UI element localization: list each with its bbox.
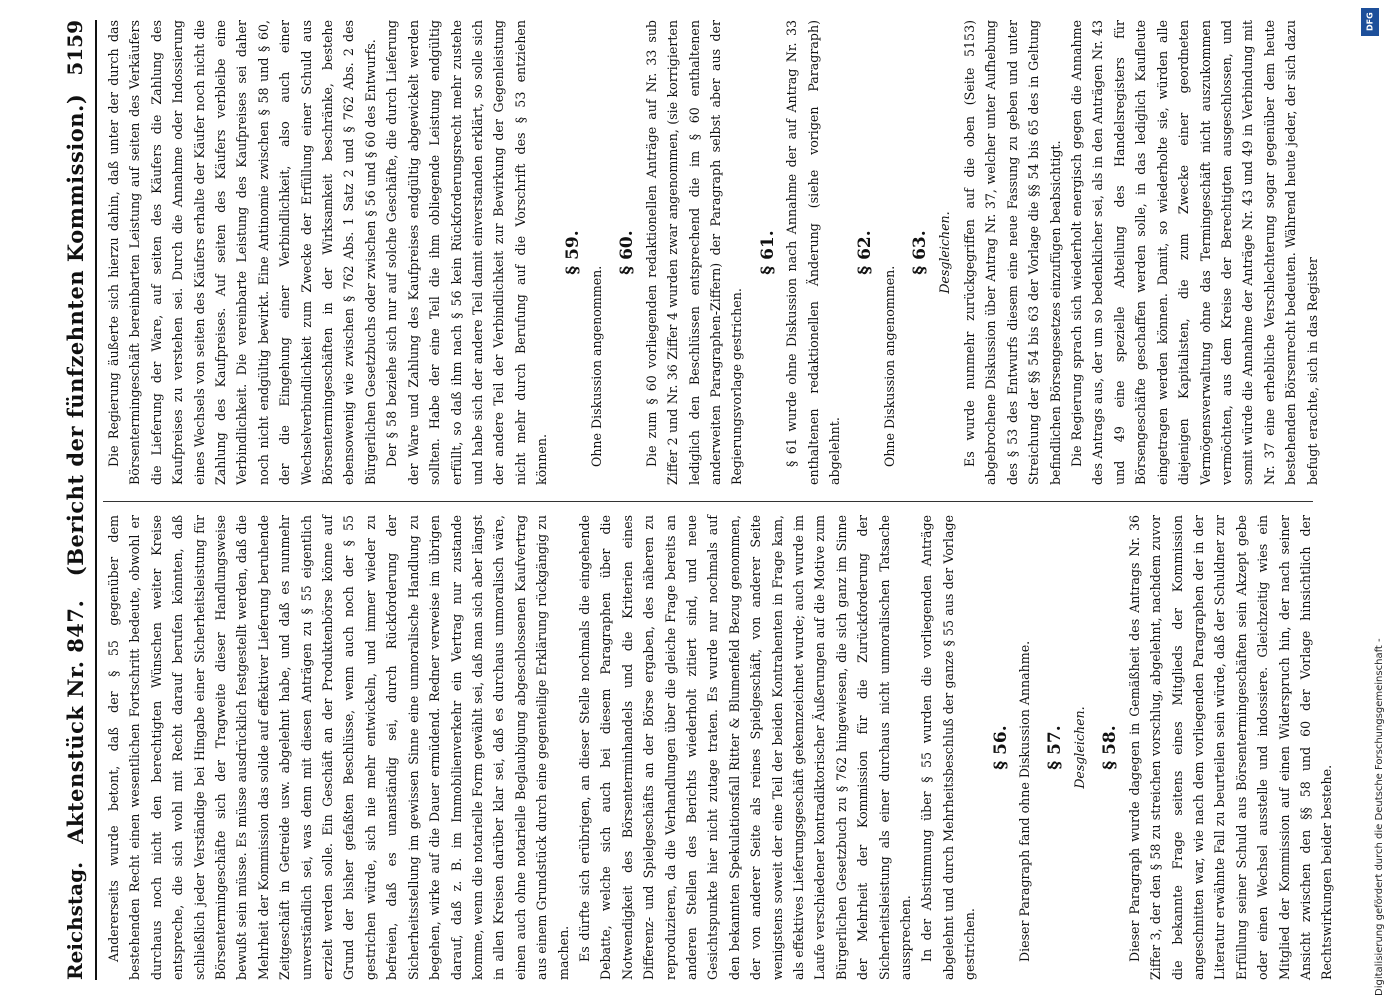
paragraph: Die zum § 60 vorliegenden redaktionellen Anträge auf Nr. 33 sub Ziffer 2 und Nr. 36 Ziffer 4 wurden zwar angenommen, (sie korrigierten lediglich den Beschlüssen entsprechend die im § 60 enthaltenen anderweiten Paragraphen-Ziffern) der Paragraph selbst aber aus der Regierungsvorlage gestrichen. bbox=[643, 20, 745, 485]
paragraph: Die Regierung äußerte sich hierzu dahin, daß unter der durch das Börsentermingeschäft bereinbarten Leistung auf seiten des Verkäufers die Lieferung der Ware, auf seiten des Käufers die Zahlung des Kaufpreises zu verstehen sei. Durch die Annahme oder Indossierung eines Wechsels von seiten des Käufers erhalte der Käufer noch nicht die Zahlung des Kaufpreises. Auf seiten des Käufers verbleibe eine Verbindlichkeit. Die vereinbarte Leistung des Kaufpreises sei daher noch nicht endgültig bewirkt. Eine Antinomie zwischen § 58 und § 60, der die Eingehung einer Verbindlichkeit, also auch einer Wechselverbindlichkeit zum Zwecke der Erfüllung einer Schuld aus Börsentermingeschäften in der Wirksamkeit beschränke, bestehe ebensowenig wie zwischen § 762 Abs. 1 Satz 2 und § 762 Abs. 2 des Bürgerlichen Gesetzbuchs oder zwischen § 56 und § 60 des Entwurfs. bbox=[106, 20, 378, 485]
paragraph: Die Regierung sprach sich wiederholt energisch gegen die Annahme des Antrags aus, der um so bedenklicher sei, als in den Anträgen Nr. 43 und 49 eine spezielle Abteilung des Handelsregisters für Börsengeschäfte geschaffen werden solle, in das lediglich Kaufleute eingetragen werden können. Damit, so wiederholte sie, würden alle diejenigen Kapitalisten, die zum Zwecke einer geordneten Vermögensverwaltung ohne das Termingeschäft nicht auszukommen vermöchten, aus dem Kreise der Berechtigten ausgeschlossen, und somit würde die Annahme der Anträge Nr. 43 und 49 in Verbindung mit Nr. 37 eine erhebliche Verschlechterung sogar gegenüber dem heute bestehenden Börsenrecht bedeuten. Während heute jeder, der sich dazu befugt erachte, sich in das Register bbox=[1069, 20, 1320, 485]
section-heading-56: § 56. bbox=[990, 725, 1011, 770]
header-left: Reichstag. bbox=[63, 861, 87, 980]
section-heading-60: § 60. bbox=[617, 230, 638, 275]
paragraph: Der § 58 beziehe sich nur auf solche Geschäfte, die durch Lieferung der Ware und Zahlung des Kaufpreises endgültig abgewickelt werden sollten. Habe der eine Teil die ihm obliegende Leistung endgültig erfüllt, so daß ihm nach § 56 kein Rückforderungsrecht mehr zustehe und habe sich der andere Teil damit einverstanden erklärt, so solle sich der andere Teil der Verbindlichkeit zur Bewirkung der Gegenleistung nicht mehr durch Berufung auf die Vorschrift des § 53 entziehen können. bbox=[384, 20, 550, 485]
paragraph: Es dürfte sich erübrigen, an dieser Stelle nochmals die eingehende Debatte, welche sich auch bei diesem Paragraphen über die Notwendigkeit des Börsenterminhandels und die Kriterien eines Differenz- und Spielgeschäfts an der Börse ergaben, des näheren zu reproduzieren, da die Verhandlungen über die gleiche Frage bereits an anderen Stellen des Berichts wiederholt zitiert sind, und neue Gesichtspunkte hier nicht zutage traten. Es wurde nur nochmals auf den bekannten Spekulationsfall Ritter & Blumenfeld Bezug genommen, der von anderer Seite als reines Spielgeschäft, von anderer Seite wenigstens soweit der eine Teil der beiden Kontrahenten in Frage kam, als effektives Lieferungsgeschäft gekennzeichnet wurde; auch wurde im Laufe verschiedener kontradiktorischer Äußerungen auf die Motive zum Bürgerlichen Gesetzbuch zu § 762 hingewiesen, die sich ganz im Sinne der Mehrheit der Kommission für die Zurückforderung der Sicherheitsleistung als einer durchaus nicht unmoralischen Tatsache aussprechen. bbox=[576, 515, 914, 980]
section-heading-62: § 62. bbox=[855, 230, 876, 275]
paragraph: § 61 wurde ohne Diskussion nach Annahme der auf Antrag Nr. 33 enthaltenen redaktionellen Änderung (siehe vorigen Paragraph) abgelehnt. bbox=[784, 20, 842, 485]
digitization-credit: Digitalisierung gefördert durch die Deutsche Forschungsgemeinschaft - bbox=[1374, 638, 1385, 996]
column-divider bbox=[103, 501, 1313, 502]
paragraph: Es wurde nunmehr zurückgegriffen auf die oben (Seite 5153) abgebrochene Diskussion über Antrag Nr. 37, welcher unter Aufhebung des § 53 des Entwurfs diesem eine neue Fassung zu geben und unter Streichung der §§ 54 bis 63 der Vorlage die §§ 54 bis 65 des in Geltung befindlichen Börsengesetzes einzufügen beabsichtigt. bbox=[962, 20, 1063, 485]
section-subheading: Desgleichen. bbox=[936, 211, 952, 294]
section-subheading: Desgleichen. bbox=[1071, 706, 1087, 789]
right-column bbox=[103, 20, 1323, 485]
paragraph: In der Abstimmung über § 55 wurden die vorliegenden Anträge abgelehnt und durch Mehrheitsbeschluß der ganze § 55 aus der Vorlage gestrichen. bbox=[919, 515, 978, 980]
page-header bbox=[55, 20, 97, 980]
paragraph: Ohne Diskussion angenommen. bbox=[588, 265, 604, 467]
left-column bbox=[103, 515, 1338, 980]
paragraph: Andererseits wurde betont, daß der § 55 gegenüber dem bestehenden Recht einen wesentlichen Fortschritt bedeute, obwohl er durchaus noch nicht den berechtigten Wünschen weiter Kreise entspreche, die sich wohl mit Recht darauf berufen könnten, daß schließlich jeder Verständige bei Hingabe einer Sicherheitsleistung für Börsentermingeschäfte sich der Tragweite dieser Handlungsweise bewußt sein müsse. Es müsse ausdrücklich festgestellt werden, daß die Mehrheit der Kommission das solide auf effektiver Lieferung beruhende Zeitgeschäft in Getreide usw. abgelehnt habe, und daß es nunmehr unverständlich sei, was denn mit diesen Anträgen zu § 55 eigentlich erzielt werden solle. Ein Geschäft an der Produktenbörse könne auf Grund der bisher gefaßten Beschlüsse, wenn auch noch der § 55 gestrichen würde, sich nie mehr entwickeln, und immer wieder zu befreien, daß es unanständig sei, durch Rückforderung der Sicherheitsstellung im gewissen Sinne eine unmoralische Handlung zu begehen, wirke auf die Dauer ermüdend. Redner verweise im übrigen darauf, daß z. B. im Immobilienverkehr ein Vertrag nur zustande komme, wenn die notarielle Form gewählt sei, daß man sich aber längst in allen Kreisen darüber klar sei, daß es durchaus unmoralisch wäre, einen auch ohne notarielle Beglaubigung abgeschlossenen Kaufvertrag aus einem Grundstück durch eine gegenteilige Erklärung rückgängig zu machen. bbox=[106, 515, 571, 980]
section-heading-57: § 57. bbox=[1045, 725, 1066, 770]
paragraph: Ohne Diskussion angenommen. bbox=[881, 265, 897, 467]
header-center-subtitle: (Bericht der fünfzehnten Kommission.) bbox=[62, 93, 88, 577]
paragraph: Dieser Paragraph wurde dagegen in Gemäßheit des Antrags Nr. 36 Ziffer 3, der den § 58 zu streichen vorschlug, abgelehnt, nachdem zuvor die bekannte Frage seitens eines Mitglieds der Kommission angeschnitten war, wie nach dem vorliegenden Paragraphen der in der Literatur erwähnte Fall zu beurteilen sein würde, daß der Schuldner zur Erfüllung seiner Schuld aus Börsentermingeschäften sein Akzept gebe oder einen Wechsel ausstelle und indossiere. Gleichzeitig wies ein Mitglied der Kommission auf einen Widerspruch hin, der nach seiner Ansicht zwischen den §§ 58 und 60 der Vorlage hinsichtlich der Rechtswirkungen beider bestehe. bbox=[1126, 515, 1335, 980]
header-center bbox=[63, 94, 88, 844]
section-heading-59: § 59. bbox=[562, 230, 583, 275]
rotated-page-content bbox=[55, 20, 1335, 980]
section-heading-63: § 63. bbox=[910, 230, 931, 275]
header-center-title: Aktenstück Nr. 847. bbox=[62, 599, 88, 844]
page-number: 5159 bbox=[63, 20, 87, 76]
digitization-credit-strip bbox=[1358, 0, 1383, 1000]
section-heading-58: § 58. bbox=[1100, 725, 1121, 770]
paragraph: Dieser Paragraph fand ohne Diskussion Annahme. bbox=[1017, 640, 1033, 962]
dfg-logo: DFG bbox=[1361, 8, 1379, 36]
section-heading-61: § 61. bbox=[757, 230, 778, 275]
